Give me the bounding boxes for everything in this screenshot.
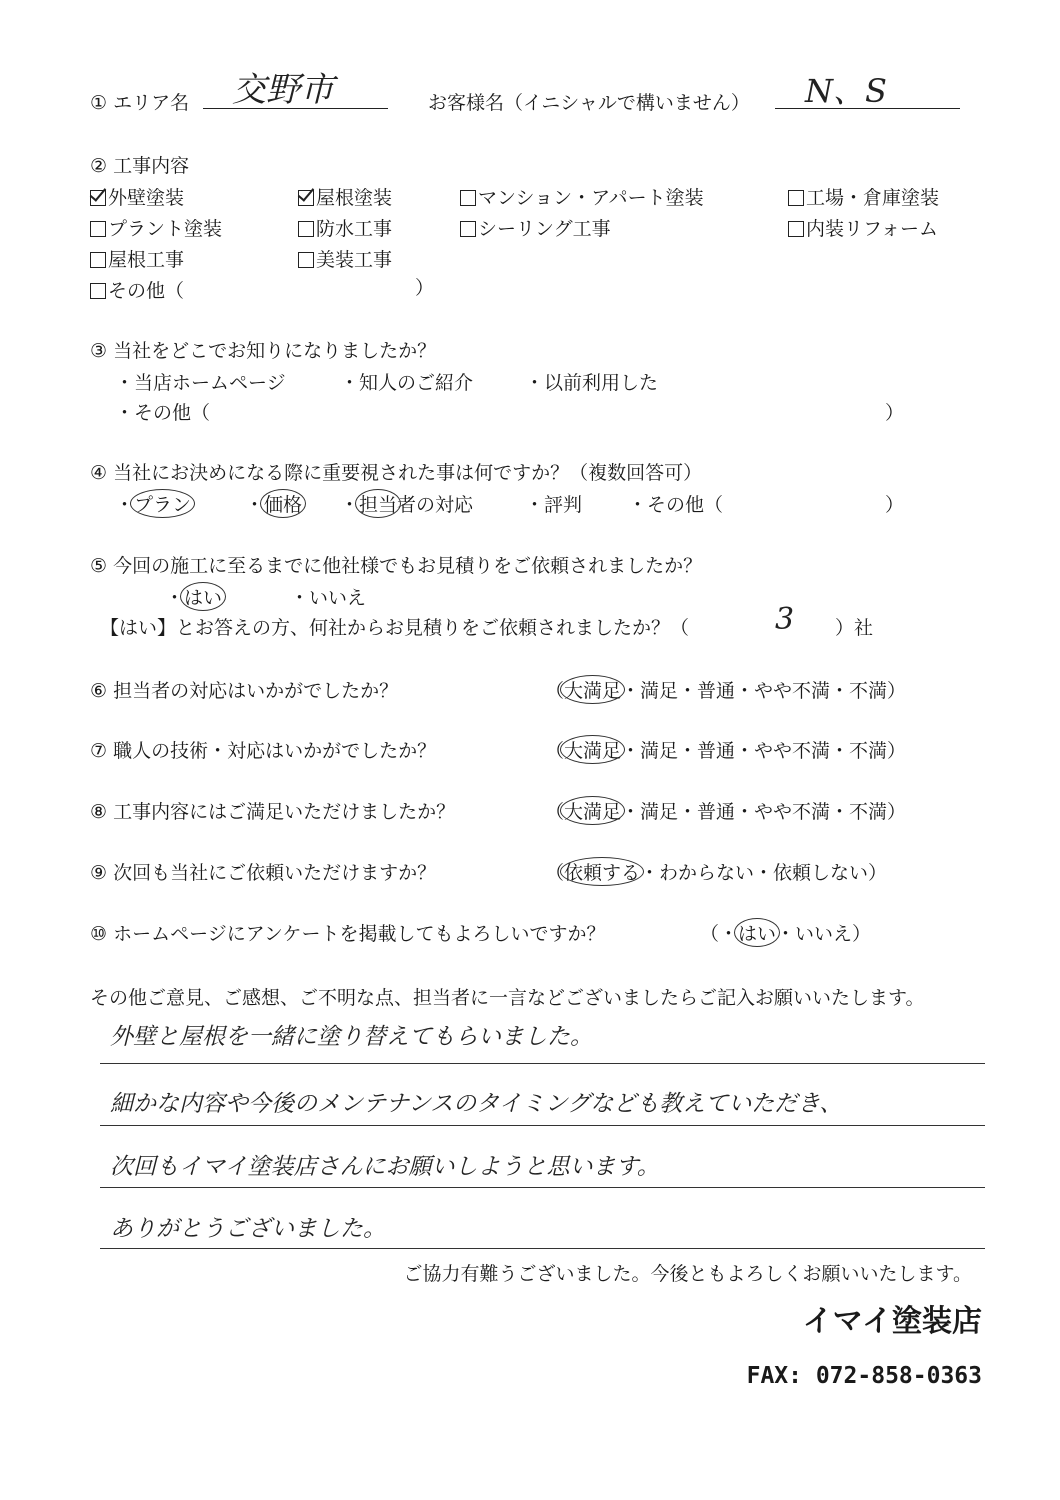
q4-bullet: ・ [340,494,360,516]
checkbox-icon[interactable] [298,252,314,268]
comment-line-3[interactable]: 次回もイマイ塗装店さんにお願いしようと思います。 [110,1154,660,1180]
footer-thanks: ご協力有難うございました。今後ともよろしくお願いいたします。 [403,1263,972,1285]
q7-open: （ [545,740,565,762]
q2-option-label: シーリング工事 [478,218,611,240]
q5-question: ⑤ 今回の施工に至るまでに他社様でもお見積りをご依頼されましたか？ [90,555,703,577]
q5-bullet: ・ [165,587,185,609]
q4-staff-rest: 者の対応 [397,494,474,516]
q7-answer[interactable] [545,736,906,763]
q2-other-close: ） [415,277,435,299]
q2-option[interactable] [90,183,184,210]
q3-option-referral[interactable]: ・知人のご紹介 [340,372,474,394]
checkbox-icon[interactable] [788,221,804,237]
comment-rule [100,1187,985,1188]
q4-bullet: ・ [115,494,135,516]
q10-question: ⑩ ホームページにアンケートを掲載してもよろしいですか？ [90,923,606,945]
checkbox-icon[interactable] [298,190,314,206]
checkbox-icon[interactable] [460,221,476,237]
checkbox-icon[interactable] [90,221,106,237]
q3-option-other[interactable]: ・その他（ [115,402,211,424]
q9-rest: ・わからない・依頼しない） [640,862,888,884]
q4-option-price[interactable] [245,490,302,517]
area-label: ① エリア名 [90,92,190,114]
q4-bullet: ・ [245,494,265,516]
q2-option-label: プラント塗装 [108,218,223,240]
q7-selected: 大満足 [560,735,625,764]
q4-option-staff[interactable] [340,490,473,517]
q2-option[interactable] [460,214,611,241]
q3-other-close: ） [885,402,905,424]
q2-option[interactable] [298,183,392,210]
q9-open: （ [545,862,565,884]
q7-question: ⑦ 職人の技術・対応はいかがでしたか？ [90,740,437,762]
customer-value[interactable]: N、S [805,72,887,110]
q2-option-label: 工場・倉庫塗装 [806,187,940,209]
q4-other-close: ） [885,494,905,516]
q4-price-circled: 価格 [260,489,306,518]
q2-option-label: その他（ [108,280,185,302]
customer-label: お客様名（イニシャルで構いません） [428,92,750,114]
comment-rule [100,1063,985,1064]
q8-answer[interactable] [545,797,906,824]
q10-answer[interactable] [700,919,871,946]
q5-count[interactable]: 3 [775,602,795,637]
q2-option[interactable] [788,183,939,210]
comments-prompt: その他ご意見、ご感想、ご不明な点、担当者に一言などございましたらご記入お願いいたします。 [90,987,925,1009]
q2-option-label: マンション・アパート塗装 [478,187,704,209]
q2-option[interactable] [298,245,392,272]
q2-option[interactable] [298,214,392,241]
q9-selected: 依頼する [560,857,644,886]
q2-option-label: 美装工事 [316,249,393,271]
q2-option-label: 外壁塗装 [108,187,185,209]
q9-answer[interactable] [545,858,887,885]
checkbox-icon[interactable] [298,221,314,237]
q8-rest: ・満足・普通・やや不満・不満） [621,801,907,823]
q3-option-homepage[interactable]: ・当店ホームページ [115,372,286,394]
company-name: イマイ塗装店 [802,1304,982,1339]
q9-question: ⑨ 次回も当社にご依頼いただけますか？ [90,862,437,884]
checkbox-icon[interactable] [788,190,804,206]
q6-answer[interactable] [545,676,906,703]
fax-number: FAX: 072-858-0363 [746,1363,982,1389]
checkbox-icon[interactable] [90,283,106,299]
q4-option-plan[interactable] [115,490,191,517]
q4-option-reputation[interactable]: ・評判 [525,494,583,516]
comment-line-2[interactable]: 細かな内容や今後のメンテナンスのタイミングなども教えていただき、 [110,1091,843,1117]
q2-option-label: 屋根塗装 [316,187,393,209]
q2-option[interactable] [90,276,184,303]
q3-option-previous[interactable]: ・以前利用した [525,372,659,394]
q2-option[interactable] [90,214,222,241]
q6-question: ⑥ 担当者の対応はいかがでしたか？ [90,680,399,702]
q4-staff-circled: 担当 [355,489,401,518]
q6-open: （ [545,680,565,702]
q4-plan-circled: プラン [130,489,195,518]
q6-selected: 大満足 [560,675,625,704]
q2-option-label: 内装リフォーム [806,218,939,240]
q2-label: ② 工事内容 [90,155,190,177]
q4-question: ④ 当社にお決めになる際に重要視された事は何ですか？（複数回答可） [90,462,703,484]
q2-option[interactable] [788,214,938,241]
comment-rule [100,1248,985,1249]
q10-selected: はい [734,918,780,947]
checkbox-icon[interactable] [90,190,106,206]
q10-rest: ・いいえ） [776,923,872,945]
q5-followup: 【はい】とお答えの方、何社からお見積りをご依頼されましたか？（ [100,617,690,639]
q2-option-label: 屋根工事 [108,249,185,271]
q6-rest: ・満足・普通・やや不満・不満） [621,680,907,702]
q3-question: ③ 当社をどこでお知りになりましたか？ [90,340,437,362]
q10-open: （・ [700,923,739,945]
comment-line-1[interactable]: 外壁と屋根を一緒に塗り替えてもらいました。 [110,1024,593,1050]
comment-line-4[interactable]: ありがとうございました。 [110,1216,386,1242]
q5-yes-circled: はい [180,582,226,611]
q4-option-other[interactable]: ・その他（ [628,494,724,516]
q2-option[interactable] [460,183,704,210]
q2-option-label: 防水工事 [316,218,393,240]
area-value[interactable]: 交野市 [232,70,334,110]
checkbox-icon[interactable] [90,252,106,268]
comment-rule [100,1125,985,1126]
q7-rest: ・満足・普通・やや不満・不満） [621,740,907,762]
q8-open: （ [545,801,565,823]
q8-question: ⑧ 工事内容にはご満足いただけましたか？ [90,801,456,823]
q5-unit: ）社 [835,617,874,639]
q2-option[interactable] [90,245,184,272]
checkbox-icon[interactable] [460,190,476,206]
q8-selected: 大満足 [560,796,625,825]
q5-option-yes[interactable] [165,583,222,610]
q5-option-no[interactable]: ・いいえ [290,587,367,609]
